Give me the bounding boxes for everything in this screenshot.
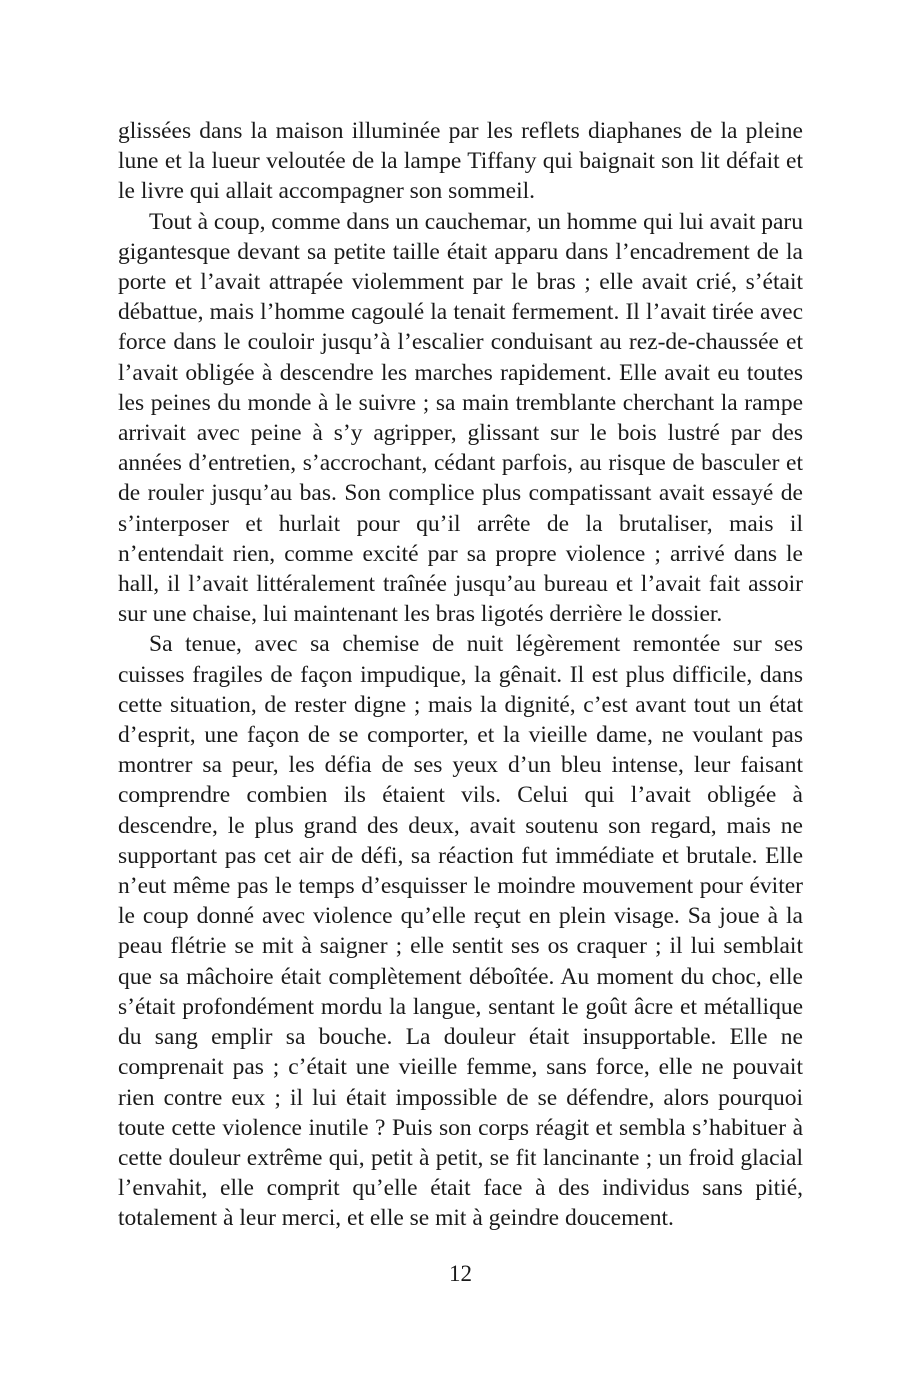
paragraph: Sa tenue, avec sa chemise de nuit légèrement remontée sur ses cuisses fragiles de façon impudique, la gênait. Il est plus difficile, dans cette situation, de rester digne ; mais la dignité, c’est avant tout un état d’esprit, une façon de se comporter, et la vieille dame, ne voulant pas montrer sa peur, les défia de ses yeux d’un bleu intense, leur faisant comprendre combien ils étaient vils. Celui qui l’avait obligée à descendre, le plus grand des deux, avait soutenu son regard, mais ne supportant pas cet air de défi, sa réaction fut immédiate et brutale. Elle n’eut même pas le temps d’esquisser le moindre mouvement pour éviter le coup donné avec violence qu’elle reçut en plein visage. Sa joue à la peau flétrie se mit à saigner ; elle sentit ses os craquer ; il lui semblait que sa mâchoire était complètement déboîtée. Au moment du choc, elle s’était profondément mordu la langue, sentant le goût âcre et métallique du sang emplir sa bouche. La douleur était insupportable. Elle ne comprenait pas ; c’était une vieille femme, sans force, elle ne pouvait rien contre eux ; il lui était impossible de se défendre, alors pourquoi toute cette violence inutile ? Puis son corps réagit et sembla s’habituer à cette douleur extrême qui, petit à petit, se fit lancinante ; un froid glacial l’envahit, elle comprit qu’elle était face à des individus sans pitié, totalement à leur merci, et elle se mit à geindre doucement. — [118, 631, 803, 1232]
paragraph: Tout à coup, comme dans un cauchemar, un homme qui lui avait paru gigantesque devant sa petite taille était apparu dans l’encadrement de la porte et l’avait attrapée violemment par le bras ; elle avait crié, s’était débattue, mais l’homme cagoulé la tenait fermement. Il l’avait tirée avec force dans le couloir jusqu’à l’escalier conduisant au rez-de-chaussée et l’avait obligée à descendre les marches rapidement. Elle avait eu toutes les peines du monde à le suivre ; sa main tremblante cherchant la rampe arrivait avec peine à s’y agripper, glissant sur le bois lustré par des années d’entretien, s’accrochant, cédant parfois, au risque de basculer et de rouler jusqu’au bas. Son complice plus compatissant avait essayé de s’interposer et hurlait pour qu’il arrête de la brutaliser, mais il n’entendait rien, comme excité par sa propre violence ; arrivé dans le hall, il l’avait littéralement traînée jusqu’au bureau et l’avait fait assoir sur une chaise, lui maintenant les bras ligotés derrière le dossier. — [118, 208, 803, 628]
paragraph-continuation: glissées dans la maison illuminée par les reflets diaphanes de la pleine lune et la lueur veloutée de la lampe Tiffany qui baignait son lit défait et le livre qui allait accompagner son sommeil. — [118, 118, 803, 205]
body-text — [118, 116, 803, 1234]
page-number: 12 — [449, 1261, 472, 1286]
